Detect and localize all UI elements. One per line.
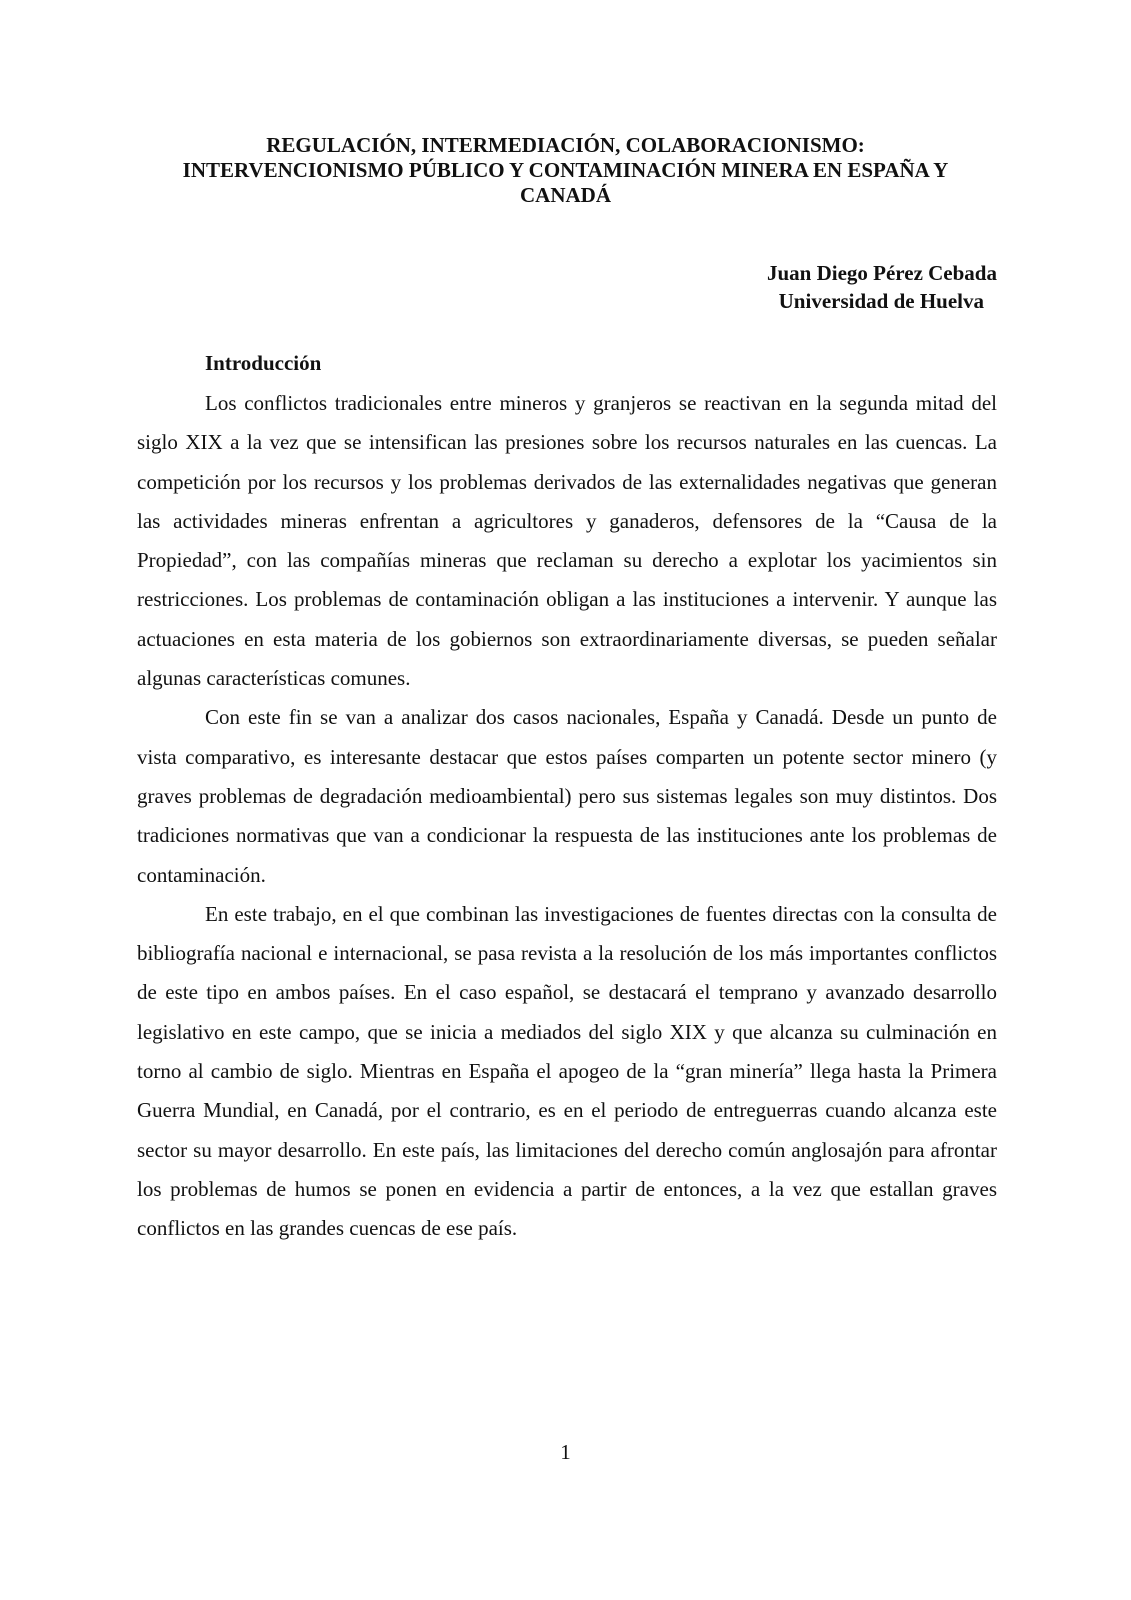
title-line: REGULACIÓN, INTERMEDIACIÓN, COLABORACIONISMO:: [266, 133, 865, 157]
title-line: CANADÁ: [520, 183, 611, 207]
author-name: Juan Diego Pérez Cebada: [766, 261, 997, 285]
document-title: [120, 133, 1011, 208]
paragraph: En este trabajo, en el que combinan las investigaciones de fuentes directas con la consulta de bibliografía nacional e internacional, se pasa revista a la resolución de los más importantes conflictos de este tipo en ambos países. En el caso español, se destacará el temprano y avanzado desarrollo legislativo en este campo, que se inicia a mediados del siglo XIX y que alcanza su culminación en torno al cambio de siglo. Mientras en España el apogeo de la “gran minería” llega hasta la Primera Guerra Mundial, en Canadá, por el contrario, es en el periodo de entreguerras cuando alcanza este sector su mayor desarrollo. En este país, las limitaciones del derecho común anglosajón para afrontar los problemas de humos se ponen en evidencia a partir de entonces, a la vez que estallan graves conflictos en las grandes cuencas de ese país.: [137, 901, 997, 1241]
paragraph: Con este fin se van a analizar dos casos nacionales, España y Canadá. Desde un punto de vista comparativo, es interesante destacar que estos países comparten un potente sector minero (y graves problemas de degradación medioambiental) pero sus sistemas legales son muy distintos. Dos tradiciones normativas que van a condicionar la respuesta de las instituciones ante los problemas de contaminación.: [137, 705, 997, 887]
author-block: [767, 259, 997, 315]
paragraph: Los conflictos tradicionales entre mineros y granjeros se reactivan en la segunda mitad del siglo XIX a la vez que se intensifican las presiones sobre los recursos naturales en las cuencas. La competición por los recursos y los problemas derivados de las externalidades negativas que generan las actividades mineras enfrentan a agricultores y ganaderos, defensores de la “Causa de la Propiedad”, con las compañías mineras que reclaman su derecho a explotar los yacimientos sin restricciones. Los problemas de contaminación obligan a las instituciones a intervenir. Y aunque las actuaciones en esta materia de los gobiernos son extraordinariamente diversas, se pueden señalar algunas características comunes.: [137, 391, 997, 691]
body-text: [137, 384, 997, 1249]
page-number: 1: [560, 1440, 571, 1464]
section-heading: Introducción: [205, 351, 322, 375]
title-line: INTERVENCIONISMO PÚBLICO Y CONTAMINACIÓN MINERA EN ESPAÑA Y: [182, 158, 949, 182]
author-affiliation: Universidad de Huelva: [778, 289, 984, 313]
